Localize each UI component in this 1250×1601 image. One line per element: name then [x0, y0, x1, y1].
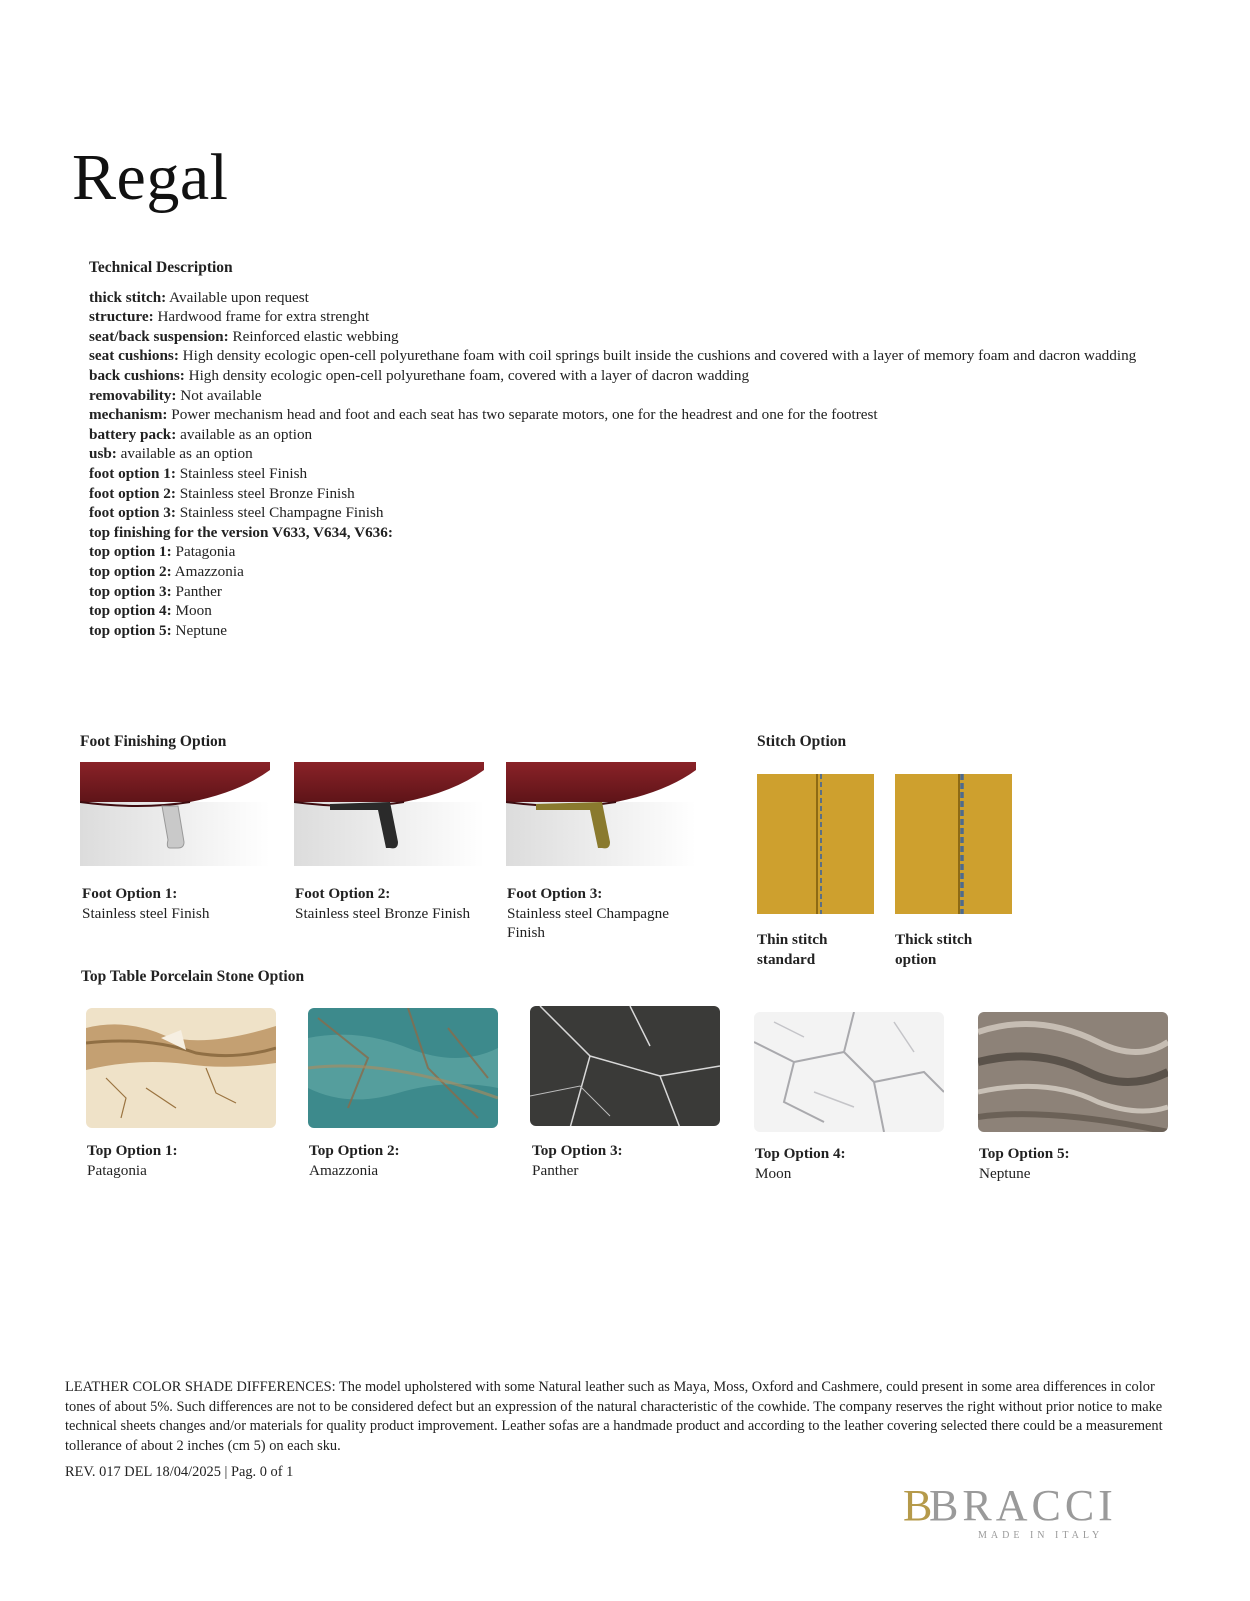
- spec-row: [89, 503, 1179, 523]
- svg-text:BRACCI: BRACCI: [929, 1482, 1117, 1530]
- spec-value: Patagonia: [175, 543, 236, 561]
- foot-option-3-image: [506, 762, 696, 866]
- spec-value: Stainless steel Bronze Finish: [179, 484, 355, 502]
- top-option-desc: Moon: [755, 1164, 792, 1182]
- svg-text:B: B: [903, 1482, 933, 1530]
- spec-value: Panther: [175, 582, 222, 600]
- spec-row: [89, 464, 1179, 484]
- foot-option-desc: Stainless steel Finish: [82, 904, 210, 922]
- spec-row: [89, 444, 1179, 464]
- spec-value: High density ecologic open-cell polyurethane foam, covered with a layer of dacron wadding: [188, 366, 750, 384]
- spec-label: foot option 1:: [89, 464, 176, 482]
- spec-value: Not available: [180, 386, 262, 404]
- spec-label: mechanism:: [89, 406, 168, 424]
- thick-stitch-image: [895, 774, 1012, 914]
- spec-label: battery pack:: [89, 425, 177, 443]
- spec-label: seat/back suspension:: [89, 327, 229, 345]
- top-option-desc: Amazzonia: [309, 1161, 379, 1179]
- spec-row: [89, 523, 1179, 543]
- foot-option-label: Foot Option 3:: [507, 885, 603, 902]
- spec-label: top option 1:: [89, 543, 172, 561]
- spec-value: Neptune: [175, 621, 227, 639]
- revision-text: REV. 017 DEL 18/04/2025 | Pag. 0 of 1: [65, 1464, 294, 1480]
- top-option-2-image: [308, 1008, 498, 1128]
- spec-value: Stainless steel Champagne Finish: [179, 504, 384, 522]
- top-section-heading: Top Table Porcelain Stone Option: [81, 968, 305, 985]
- spec-row: [89, 386, 1179, 406]
- top-option-1-image: [86, 1008, 276, 1128]
- top-option-3-caption: [532, 1141, 732, 1180]
- spec-label: top finishing for the version V633, V634, V636:: [89, 523, 393, 541]
- foot-option-desc: Stainless steel Champagne Finish: [507, 904, 669, 942]
- spec-label: foot option 3:: [89, 504, 176, 522]
- spec-row: [89, 601, 1179, 621]
- spec-value: High density ecologic open-cell polyurethane foam with coil springs built inside the cushions and covered with a layer of memory foam and dacron wadding: [182, 347, 1137, 365]
- spec-label: thick stitch:: [89, 288, 167, 306]
- technical-heading: Technical Description: [89, 259, 233, 276]
- spec-label: usb:: [89, 445, 117, 463]
- spec-label: top option 4:: [89, 602, 172, 620]
- spec-row: [89, 562, 1179, 582]
- spec-value: Stainless steel Finish: [179, 464, 308, 482]
- spec-value: Amazzonia: [174, 562, 244, 580]
- spec-row: [89, 346, 1179, 366]
- spec-value: Reinforced elastic webbing: [232, 327, 399, 345]
- svg-text:MADE IN ITALY: MADE IN ITALY: [978, 1530, 1104, 1541]
- top-option-5-image: [978, 1012, 1168, 1132]
- thin-stitch-caption: [757, 930, 877, 969]
- foot-option-desc: Stainless steel Bronze Finish: [295, 904, 471, 922]
- page-title: Regal: [72, 141, 229, 214]
- spec-row: [89, 405, 1179, 425]
- spec-row: [89, 621, 1179, 641]
- disclaimer-text: LEATHER COLOR SHADE DIFFERENCES: The model upholstered with some Natural leather such as Maya, Moss, Oxford and Cashmere, could present in some area differences in color tones of about 5%. Such differences are not to be considered defect but an expression of the natural characteristic of the cowhide. The company reserves the right without prior notice to make technical sheets changes and/or materials for quality product improvement. Leather sofas are a handmade product and according to the leather covering selected there could be a measurement tollerance of about 2 inches (cm 5) on each sku.: [65, 1379, 1163, 1454]
- stitch-section-heading: Stitch Option: [757, 733, 847, 750]
- foot-option-label: Foot Option 2:: [295, 885, 391, 902]
- spec-value: available as an option: [120, 445, 253, 463]
- spec-value: Moon: [175, 602, 212, 620]
- bracci-logo: [903, 1482, 1163, 1542]
- foot-section-heading: Foot Finishing Option: [80, 733, 227, 750]
- top-option-label: Top Option 3:: [532, 1142, 623, 1159]
- top-option-2-caption: [309, 1141, 509, 1180]
- thick-stitch-caption: [895, 930, 1015, 969]
- top-option-label: Top Option 4:: [755, 1145, 846, 1162]
- top-option-3-image: [530, 1006, 720, 1126]
- spec-row: [89, 582, 1179, 602]
- top-option-1-caption: [87, 1141, 287, 1180]
- top-option-desc: Patagonia: [87, 1161, 147, 1179]
- foot-option-1-caption: [82, 884, 282, 923]
- spec-row: [89, 542, 1179, 562]
- spec-row: [89, 366, 1179, 386]
- stitch-option-label: Thick stitch option: [895, 931, 973, 968]
- top-option-4-caption: [755, 1144, 955, 1183]
- spec-value: available as an option: [180, 425, 313, 443]
- spec-label: foot option 2:: [89, 484, 176, 502]
- top-option-label: Top Option 1:: [87, 1142, 178, 1159]
- foot-option-1-image: [80, 762, 270, 866]
- foot-option-3-caption: [507, 884, 707, 943]
- top-option-desc: Neptune: [979, 1164, 1031, 1182]
- spec-row: [89, 327, 1179, 347]
- top-option-5-caption: [979, 1144, 1179, 1183]
- top-option-label: Top Option 5:: [979, 1145, 1070, 1162]
- foot-option-2-caption: [295, 884, 495, 923]
- spec-label: top option 5:: [89, 621, 172, 639]
- spec-label: removability:: [89, 386, 177, 404]
- spec-label: top option 3:: [89, 582, 172, 600]
- spec-row: [89, 307, 1179, 327]
- spec-label: seat cushions:: [89, 347, 179, 365]
- spec-value: Available upon request: [169, 288, 309, 306]
- spec-label: structure:: [89, 308, 154, 326]
- top-option-4-image: [754, 1012, 944, 1132]
- spec-label: top option 2:: [89, 562, 172, 580]
- foot-option-label: Foot Option 1:: [82, 885, 178, 902]
- spec-value: Power mechanism head and foot and each seat has two separate motors, one for the headrest and one for the footrest: [171, 406, 878, 424]
- stitch-option-label: Thin stitch standard: [757, 931, 828, 968]
- spec-value: Hardwood frame for extra strenght: [157, 308, 370, 326]
- spec-label: back cushions:: [89, 366, 185, 384]
- spec-row: [89, 288, 1179, 308]
- spec-row: [89, 425, 1179, 445]
- top-option-label: Top Option 2:: [309, 1142, 400, 1159]
- foot-option-2-image: [294, 762, 484, 866]
- top-option-desc: Panther: [532, 1161, 579, 1179]
- technical-description: [89, 258, 1179, 640]
- spec-row: [89, 484, 1179, 504]
- thin-stitch-image: [757, 774, 874, 914]
